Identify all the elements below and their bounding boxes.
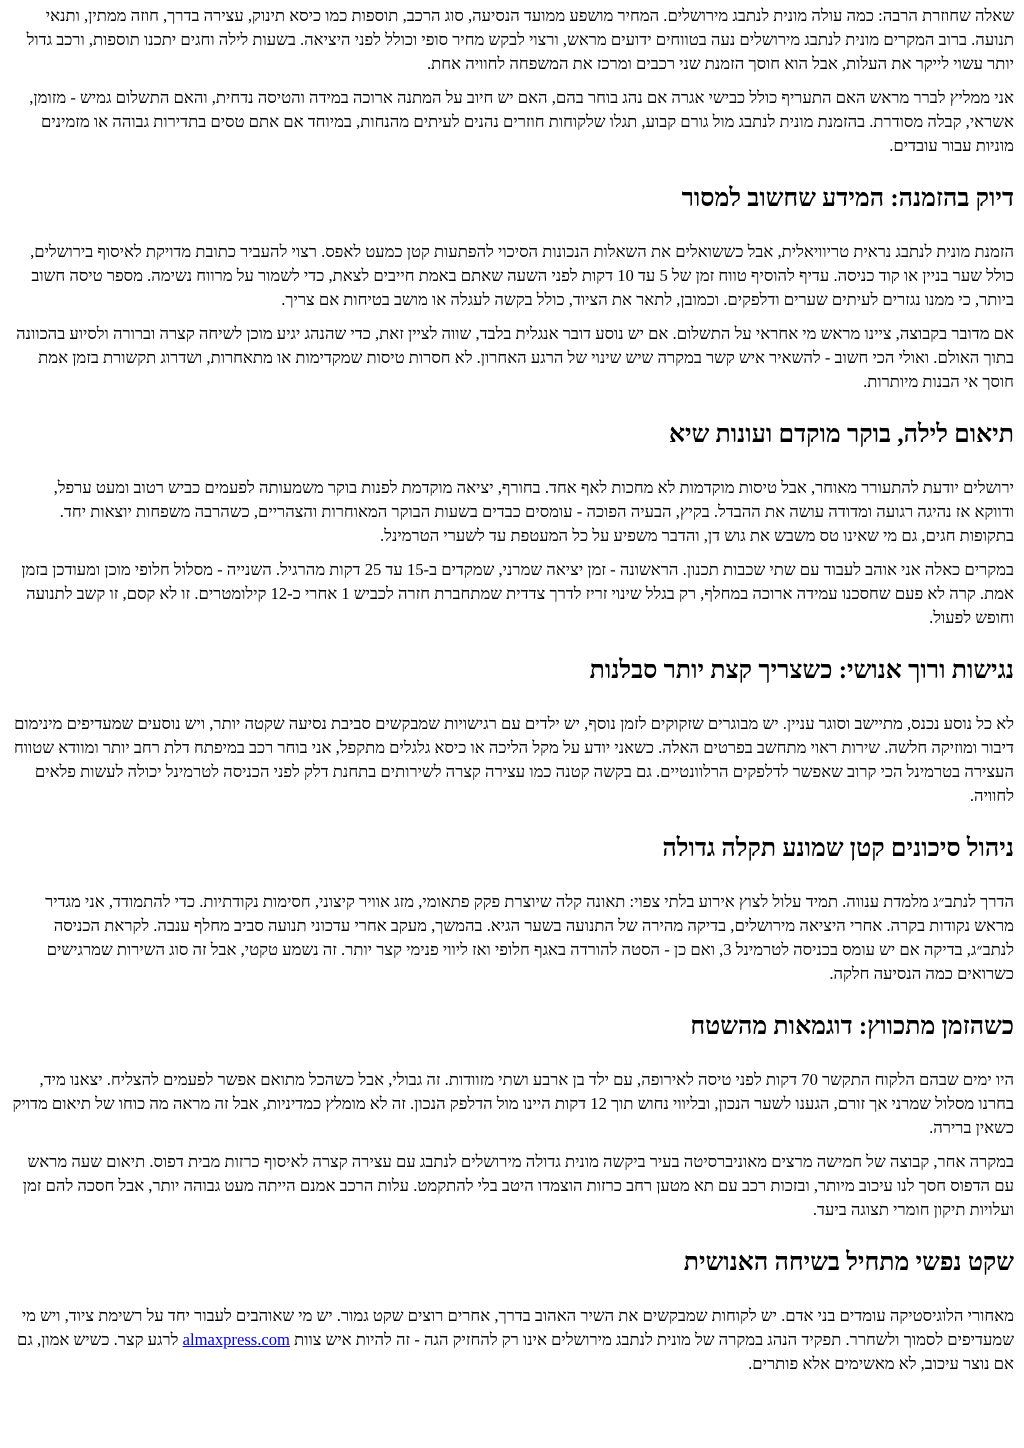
paragraph: הזמנת מונית לנתבג נראית טריוויאלית, אבל כששואלים את השאלות הנכונות הסיכוי להפתעות קטן כמעט לאפס. רצוי להעביר כתובת מדויקת לאיסוף בירושלים, כולל שער בניין או קוד כניסה. עדיף להוסיף טווח זמן של 5 עד 10 דקות לפני השעה שאתם באמת חייבים לצאת, כדי לשמור על מרווח נשימה. מספר טיסה חשוב ביותר, כי ממנו נגזרים לעיתים שערים ודלפקים. וכמובן, לתאר את הציוד, כולל בקשה לעגלה או מושב בטיחות אם צריך.: [30, 242, 1014, 309]
paragraph: אם מדובר בקבוצה, ציינו מראש מי אחראי על התשלום. אם יש נוסע דובר אנגלית בלבד, שווה לציין זאת, כדי שהנהג יגיע מוכן לשיחה קצרה וברורה ולסיוע בהכוונה בתוך האולם. ואולי הכי חשוב - להשאיר איש קשר במקרה שיש שינוי של הרגע האחרון. לא חסרות טיסות שמקדימות או מתאחרות, ושדרוג תקשורת בזמן אמת חוסך אי הבנות מיותרות.: [16, 324, 1014, 391]
section-heading: נגישות ורוך אנושי: כשצריך קצת יותר סבלנות: [589, 657, 1014, 684]
paragraph: הדרך לנתב״ג מלמדת ענווה. תמיד עלול לצוץ אירוע בלתי צפוי: תאונה קלה שיוצרת פקק פתאומי, מזג אוויר קיצוני, חסימות נקודתיות. כדי להתמודד, אני מגדיר מראש נקודות בקרה. אחרי היציאה מירושלים, בדיקה מהירה של התנועה בשער הגיא. בהמשך, מעקב אחרי עדכוני תנועה סביב מחלף ענבה. לקראת הכניסה לנתב״ג, בדיקה אם יש עומס בכניסה לטרמינל 3, ואם כן - הסטה להורדה באגף חלופי ואז ליווי פנימי קצר יותר. זה נשמע טקטי, אבל זה סוג השירות שמרגישים כשרואים כמה הנסיעה חלקה.: [45, 892, 1014, 983]
paragraph: במקרה אחר, קבוצה של חמישה מרצים מאוניברסיטה בעיר ביקשה מונית גדולה מירושלים לנתבג עם עצירה קצרה לאיסוף כרזות מבית דפוס. תיאום שעה מראש עם הדפוס חסך לנו עיכוב מיותר, ובזכות רכב עם תא מטען רחב כרזות הוצמדו היטב בלי להתקמט. עלות הרכב אמנם הייתה מעט גבוהה יותר, אבל חסכה להם זמן ועלויות תיקון חומרי תצוגה ביעד.: [22, 1152, 1014, 1219]
section-heading: שקט נפשי מתחיל בשיחה האנושית: [683, 1249, 1014, 1276]
closing-text-before: מאחורי הלוגיסטיקה עומדים בני אדם. יש לקוחות שמבקשים את השיר האהוב בדרך, אחרים רוצים שקט גמור. יש מי שאוהבים לעבור יחד על רשימת ציוד, ויש מי שמעדיפים לסמוך ולשחרר. תפקיד הנהג במקרה של מונית לנתבג מירושלים אינו רק להחזיק הגה - זה להיות איש צוות: [21, 1306, 1014, 1349]
section-heading: כשהזמן מתכווץ: דוגמאות מהשטח: [690, 1013, 1014, 1040]
almaxpress-link[interactable]: almaxpress.com: [182, 1330, 290, 1349]
section-heading: דיוק בהזמנה: המידע שחשוב למסור: [681, 185, 1014, 212]
paragraph: במקרים כאלה אני אוהב לעבוד עם שתי שכבות תכנון. הראשונה - זמן יציאה שמרני, שמקדים ב-15 עד 25 דקות מהרגיל. השנייה - מסלול חלופי מוכן ומעודכן בזמן אמת. קרה לא פעם שחסכנו עמידה ארוכה במחלף, רק בגלל שינוי זריז לדרך צדדית שמתחברת חזרה לכביש 1 אחרי כ-12 קילומטרים. זו לא קסם, זו קשב לתנועה וחופש לפעול.: [21, 560, 1014, 627]
paragraph: ירושלים יודעת להתעורר מאוחר, אבל טיסות מוקדמות לא מחכות לאף אחד. בחורף, יציאה מוקדמת לפנות בוקר משמעותה לפעמים כביש רטוב ומעט ערפל, ודווקא אז נהיגה רגועה ומדודה עושה את ההבדל. בקיץ, הבעיה הפוכה - עומסים כבדים בשעות הבוקר המאוחרות והצהריים, כשהרבה משפחות יוצאות יחד. בתקופות חגים, גם מי שאינו טס משבש את גוש דן, והדבר משפיע על כל המעטפת עד לשערי הטרמינל.: [53, 478, 1014, 545]
paragraph: היו ימים שבהם הלקוח התקשר 70 דקות לפני טיסה לאירופה, עם ילד בן ארבע ושתי מזוודות. זה גבולי, אבל כשהכל מתואם אפשר לפעמים להצליח. יצאנו מיד, בחרנו מסלול שמרני אך זורם, הגענו לשער הנכון, ובליווי נחוש תוך 12 דקות היינו מול הדלפק הנכון. זה לא מומלץ כמדיניות, אבל זה מראה מה כוחו של תיאום מדויק כשאין ברירה.: [12, 1070, 1014, 1137]
section-heading: ניהול סיכונים קטן שמונע תקלה גדולה: [662, 835, 1014, 862]
paragraph: אני ממליץ לברר מראש האם התעריף כולל כבישי אגרה אם נהג בוחר בהם, האם יש חיוב על המתנה ארוכה במידה והטיסה נדחית, והאם התשלום גמיש - מזומן, אשראי, קבלה מסודרת. בהזמנת מונית לנתבג מול גורם קבוע, תגלו שלקוחות חוזרים נהנים לעיתים מהנחות, במיוחד אם אתם טסים בתדירות גבוהה או מזמינים מוניות עבור עובדים.: [29, 88, 1014, 155]
closing-text-after: לרגע קצר. כשיש אמון, גם אם נוצר עיכוב, לא מאשימים אלא פותרים.: [16, 1330, 1014, 1373]
closing-paragraph: [10, 1304, 1014, 1376]
paragraph: שאלה שחוזרת הרבה: כמה עולה מונית לנתבג מירושלים. המחיר מושפע ממועד הנסיעה, סוג הרכב, תוספות כמו כיסא תינוק, עצירה בדרך, חוזה ממתין, ותנאי תנועה. ברוב המקרים מונית לנתבג מירושלים נעה בטווחים ידועים מראש, ורצוי לבקש מחיר סופי וכולל לפני היציאה. בשעות לילה וחגים יתכנו תוספות, ורכב גדול יותר עשוי לייקר את העלות, אבל הוא חוסך הזמנת שני רכבים ומרכז את המשפחה לחוויה אחת.: [26, 6, 1014, 73]
paragraph: לא כל נוסע נכנס, מתיישב וסוגר עניין. יש מבוגרים שזקוקים לזמן נוסף, יש ילדים עם רגישויות שמבקשים סביבת נסיעה שקטה יותר, ויש נוסעים שמעדיפים מינימום דיבור ומוזיקה חלשה. שירות ראוי מתחשב בפרטים האלה. כשאני יודע על מקל הליכה או כיסא גלגלים מתקפל, אני בוחר רכב במיפתח דלת רחב יותר ומוודא שטווח העצירה בטרמינל הכי קרוב שאפשר לדלפקים הרלוונטיים. גם בקשה קטנה כמו עצירה קצרה לשירותים בתחנת דלק לפני הכניסה לטרמינל יכולה לעשות פלאים לחוויה.: [13, 714, 1014, 805]
section-heading: תיאום לילה, בוקר מוקדם ועונות שיא: [668, 421, 1014, 448]
